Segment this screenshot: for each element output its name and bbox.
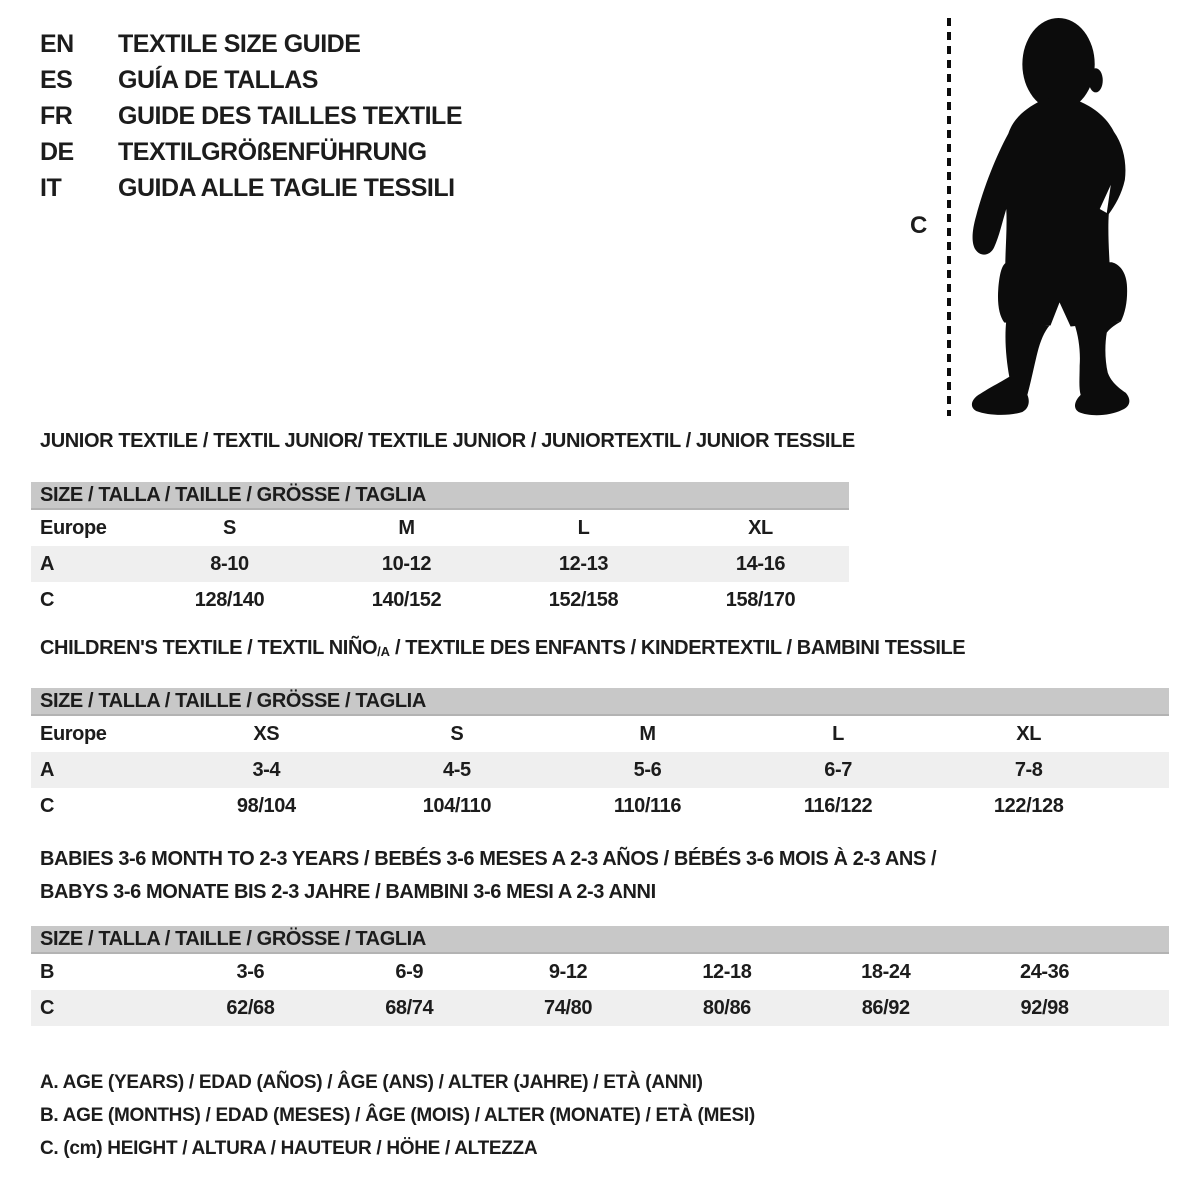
language-code: EN [40, 30, 74, 58]
language-row [40, 134, 462, 170]
children-title-subscript: /A [377, 644, 390, 659]
legend-line: B. AGE (MONTHS) / EDAD (MESES) / ÂGE (MOIS) / ALTER (MONATE) / ETÀ (MESI) [40, 1105, 755, 1126]
value-cell: 98/104 [236, 794, 296, 817]
babies-size-table [31, 926, 1169, 1026]
value-cell: 158/170 [725, 588, 796, 611]
row-label-cell: Europe [40, 722, 107, 745]
row-label-cell: Europe [40, 516, 107, 539]
language-title: GUIDA ALLE TAGLIE TESSILI [118, 174, 455, 202]
table-row [31, 954, 1169, 990]
value-cell: 18-24 [861, 960, 911, 983]
language-code: FR [40, 102, 73, 130]
table-row [31, 716, 1169, 752]
row-label-cell: B [40, 960, 55, 983]
value-cell: 3-4 [252, 758, 281, 781]
value-cell: 3-6 [236, 960, 265, 983]
value-cell: 68/74 [385, 996, 434, 1019]
language-row [40, 62, 462, 98]
value-cell: 80/86 [702, 996, 751, 1019]
value-cell: 152/158 [548, 588, 619, 611]
table-row [31, 582, 849, 618]
value-cell: M [639, 722, 656, 745]
table-row [31, 752, 1169, 788]
value-cell: S [450, 722, 464, 745]
junior-size-table [31, 482, 849, 618]
value-cell: 140/152 [371, 588, 442, 611]
value-cell: 86/92 [861, 996, 910, 1019]
legend-line: A. AGE (YEARS) / EDAD (AÑOS) / ÂGE (ANS) / ALTER (JAHRE) / ETÀ (ANNI) [40, 1072, 703, 1093]
value-cell: XL [748, 516, 773, 539]
table-row [31, 788, 1169, 824]
junior-table-title: JUNIOR TEXTILE / TEXTIL JUNIOR/ TEXTILE JUNIOR / JUNIORTEXTIL / JUNIOR TESSILE [40, 430, 855, 452]
value-cell: 7-8 [1014, 758, 1043, 781]
language-title: GUÍA DE TALLAS [118, 66, 318, 94]
value-cell: 74/80 [544, 996, 593, 1019]
size-header-bar: SIZE / TALLA / TAILLE / GRÖSSE / TAGLIA [31, 688, 1169, 716]
language-row [40, 98, 462, 134]
height-measure-dashed-line [947, 18, 951, 416]
size-header-bar: SIZE / TALLA / TAILLE / GRÖSSE / TAGLIA [31, 926, 1169, 954]
table-row [31, 510, 849, 546]
row-label-cell: C [40, 996, 55, 1019]
size-header-bar: SIZE / TALLA / TAILLE / GRÖSSE / TAGLIA [31, 482, 849, 510]
language-code: ES [40, 66, 73, 94]
value-cell: 14-16 [735, 552, 786, 575]
value-cell: S [223, 516, 236, 539]
value-cell: M [398, 516, 415, 539]
value-cell: 9-12 [548, 960, 588, 983]
value-cell: 8-10 [210, 552, 249, 575]
value-cell: 110/116 [613, 794, 682, 817]
children-size-table [31, 688, 1169, 824]
value-cell: 4-5 [443, 758, 471, 781]
value-cell: 6-7 [824, 758, 852, 781]
value-cell: 12-13 [558, 552, 609, 575]
table-row [31, 990, 1169, 1026]
value-cell: 122/128 [993, 794, 1064, 817]
language-code: DE [40, 138, 74, 166]
children-title-text-2: / TEXTILE DES ENFANTS / KINDERTEXTIL / BAMBINI TESSILE [389, 637, 966, 659]
value-cell: 104/110 [422, 794, 492, 817]
value-cell: 128/140 [194, 588, 265, 611]
row-label-cell: C [40, 588, 55, 611]
children-table-title [40, 637, 965, 660]
measure-legend [40, 1066, 755, 1165]
value-cell: 62/68 [226, 996, 275, 1019]
value-cell: 10-12 [381, 552, 432, 575]
babies-title-line-2: BABYS 3-6 MONATE BIS 2-3 JAHRE / BAMBINI 3-6 MESI A 2-3 ANNI [40, 881, 656, 903]
babies-title-line-1: BABIES 3-6 MONTH TO 2-3 YEARS / BEBÉS 3-6 MESES A 2-3 AÑOS / BÉBÉS 3-6 MOIS À 2-3 ANS / [40, 848, 937, 870]
value-cell: 24-36 [1019, 960, 1070, 983]
language-title: GUIDE DES TAILLES TEXTILE [118, 102, 463, 130]
babies-table-title [40, 843, 936, 909]
children-title-text: CHILDREN'S TEXTILE / TEXTIL NIÑO [40, 637, 378, 659]
language-title: TEXTILE SIZE GUIDE [118, 30, 361, 58]
value-cell: XL [1016, 722, 1042, 745]
value-cell: 116/122 [803, 794, 873, 817]
row-label-cell: C [40, 794, 55, 817]
value-cell: L [577, 516, 590, 539]
language-title: TEXTILGRÖßENFÜHRUNG [118, 138, 427, 166]
language-title-list [40, 26, 462, 206]
height-measure-label: C [910, 212, 928, 239]
row-label-cell: A [40, 552, 55, 575]
value-cell: 92/98 [1020, 996, 1069, 1019]
row-label-cell: A [40, 758, 55, 781]
language-row [40, 26, 462, 62]
value-cell: 5-6 [633, 758, 662, 781]
value-cell: 6-9 [395, 960, 424, 983]
table-row [31, 546, 849, 582]
value-cell: 12-18 [702, 960, 752, 983]
language-code: IT [40, 174, 62, 202]
language-row [40, 170, 462, 206]
value-cell: XS [253, 722, 280, 745]
legend-line: C. (cm) HEIGHT / ALTURA / HAUTEUR / HÖHE / ALTEZZA [40, 1138, 538, 1159]
toddler-silhouette-icon [962, 14, 1140, 416]
value-cell: L [832, 722, 844, 745]
